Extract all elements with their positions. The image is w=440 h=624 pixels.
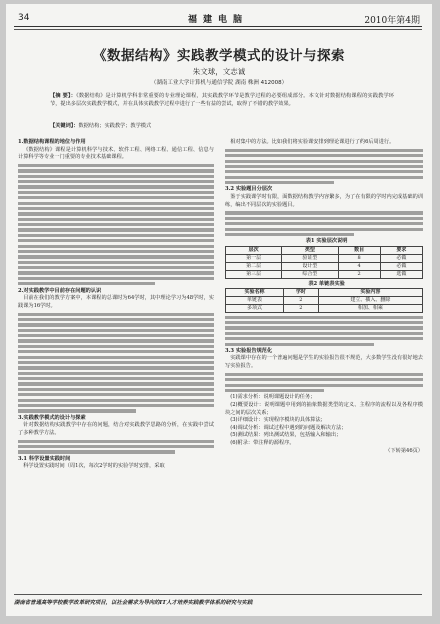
article-title: 《数据结构》实践教学模式的设计与探索 xyxy=(93,48,345,64)
table-row xyxy=(226,305,423,313)
table-cell: 多项式 xyxy=(226,305,284,313)
section-heading-3-2: 3.2 实验题目分层次 xyxy=(225,186,273,193)
text-block-3 xyxy=(18,440,214,454)
text-block-6 xyxy=(225,316,423,346)
table-cell: 选做 xyxy=(380,270,422,278)
article-affiliation: （湖南工业大学计算机与通信学院 湖南 株洲 412008） xyxy=(150,80,288,86)
table-cell: 相加、相乘 xyxy=(318,305,422,313)
table-1-caption: 表1 实验层次说明 xyxy=(305,238,348,245)
list-item: (5)测试结果：列出测试结果，包括输入和输出； xyxy=(230,432,342,439)
table-cell: 综合型 xyxy=(282,270,338,278)
section-heading-3: 3.实践教学模式的设计与探索 xyxy=(18,414,86,421)
section-heading-1: 1.数据结构课程的地位与作用 xyxy=(18,139,86,145)
text-block-7 xyxy=(225,373,423,392)
list-item: (3)详细设计：实现程序模块的具体算法； xyxy=(230,417,326,424)
table-cell: 单链表 xyxy=(226,297,284,305)
table-cell: 第三层 xyxy=(226,270,282,278)
section-1-text: 《数据结构》课程是计算机科学与技术、软件工程、网络工程、通信工程、信息与计算科学等专业一门重要的专业技术基础课程。 xyxy=(18,146,214,161)
section-3-2-text: 鉴于实践课学时有限，面数据结构教学内容繁多，为了在有限的学时内完成基础的训练，编出不同层次的实验题目。 xyxy=(225,194,423,208)
table-1-header: 类型 xyxy=(282,246,338,254)
abstract-label: 【摘 要】： xyxy=(50,93,77,99)
table-row xyxy=(226,270,423,278)
table-cell: 2 xyxy=(283,297,318,305)
section-3-1-text: 科学设置实践时间（周1次，每次2学时的实验学时安排，采取 xyxy=(23,463,165,470)
table-2-caption: 表2 单链表实验 xyxy=(308,280,345,287)
table-cell: 必做 xyxy=(380,262,422,270)
text-block-5 xyxy=(225,211,423,236)
table-cell: 第一层 xyxy=(226,254,282,262)
section-3-text: 针对数据结构实践教学中存在的问题，结合对实践教学思路的分析，在实践中尝试了多种教学方法。 xyxy=(18,422,214,436)
table-row xyxy=(226,254,423,262)
left-column xyxy=(18,139,214,471)
table-cell: 8 xyxy=(338,254,380,262)
keywords xyxy=(50,122,394,130)
header-rule xyxy=(14,29,422,30)
section-heading-3-1: 3.1 科学设置实践时间 xyxy=(18,455,71,462)
table-1-header: 要求 xyxy=(380,246,422,254)
list-item: (4)调试分析：调试过程中遇到的问题及解决方法； xyxy=(230,424,347,431)
table-cell: 4 xyxy=(338,262,380,270)
right-column xyxy=(225,139,423,455)
running-header xyxy=(14,10,422,27)
section-heading-3-3: 3.3 实验报告规范化 xyxy=(225,347,273,354)
issue-label: 2010年第4期 xyxy=(364,16,420,26)
journal-page xyxy=(6,4,432,616)
page-number: 34 xyxy=(18,13,30,23)
list-item: (1)需求分析：说明课题设计的任务； xyxy=(230,394,316,401)
section-3-3-text: 实践课中存在的一个普遍问题是学生的实验报告很不规范，大多数学生没有很好地去写实验报告。 xyxy=(225,355,423,370)
text-block-2 xyxy=(18,313,214,413)
table-cell: 必做 xyxy=(380,254,422,262)
table-cell: 第二层 xyxy=(226,262,282,270)
table-2-header: 实验名称 xyxy=(226,289,284,297)
footer-note: 湖南省普通高等学校教学改革研究项目，以社会需求为导向的IT人才培养实践教学体系的研究与实践 xyxy=(14,594,422,606)
abstract-text: 《数据结构》是计算机学科非常重要的专业理论课程，其实践教学环节是教学过程的必要组成部分。本文针对数据结构课程的实践教学环节，提出多层次实践教学模式，并在具体实践教学过程中进行了一些有益的尝试，取得了不错的教学效果。 xyxy=(50,93,394,107)
table-1 xyxy=(225,246,423,279)
keywords-text: 数据结构；实践教学；教学模式 xyxy=(78,123,152,129)
table-cell: 2 xyxy=(338,270,380,278)
table-cell: 建立、插入、删除 xyxy=(318,297,422,305)
text-block-4 xyxy=(225,149,423,184)
table-cell: 验证型 xyxy=(282,254,338,262)
table-2-header: 学时 xyxy=(283,289,318,297)
table-2 xyxy=(225,288,423,313)
list-item: (6)附录：带注释的源程序。 xyxy=(230,439,295,446)
list-item: (2)概要设计：说明课题中用到的抽象数据类型的定义、主程序的流程以及各程序模块之间的层次关系； xyxy=(225,401,423,416)
abstract xyxy=(50,92,394,108)
section-heading-2: 2.对实践教学中目前存在问题的认识 xyxy=(18,287,102,294)
journal-name: 福建电脑 xyxy=(187,15,248,25)
text-block-1 xyxy=(18,164,214,285)
keywords-label: 【关键词】： xyxy=(50,123,79,129)
table-cell: 设计型 xyxy=(282,262,338,270)
article-author: 朱文球，文志诚 xyxy=(192,67,246,76)
table-cell: 2 xyxy=(283,305,318,313)
right-intro-text: 相对集中的方法。比如我们将实验课安排到理论课进行了约6后周进行。 xyxy=(230,139,395,145)
table-1-header: 层次 xyxy=(226,246,282,254)
table-row xyxy=(226,297,423,305)
section-2-text: 目前在我们的教学方案中，本课程的总课时为64学时，其中理论学习为48学时，实践课为16学时。 xyxy=(18,295,214,309)
table-row xyxy=(226,262,423,270)
continued-note: （下转第46页） xyxy=(385,447,423,454)
table-1-header: 数目 xyxy=(338,246,380,254)
table-2-header: 实验内容 xyxy=(318,289,422,297)
